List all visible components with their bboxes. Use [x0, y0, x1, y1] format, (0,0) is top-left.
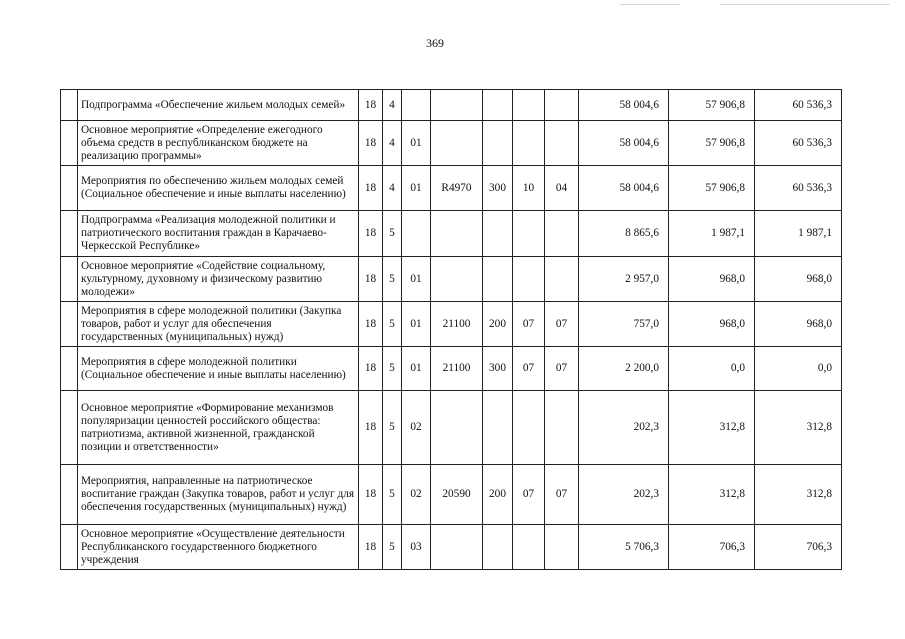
cell-code-1: 18 [359, 525, 383, 570]
cell-amount-1: 58 004,6 [579, 90, 669, 121]
cell-section [513, 211, 545, 257]
cell-code-2: 5 [383, 347, 402, 391]
table-row [61, 90, 842, 121]
cell-target-article [431, 525, 483, 570]
cell-amount-3: 968,0 [755, 257, 842, 302]
cell-code-2: 5 [383, 211, 402, 257]
cell-code-3: 01 [402, 166, 431, 211]
cell-subsection [545, 121, 579, 166]
cell-target-article [431, 257, 483, 302]
cell-item-name: Основное мероприятие «Определение ежегодного объема средств в республиканском бюджете на реализацию программы» [78, 121, 359, 166]
cell-code-2: 4 [383, 90, 402, 121]
table-row [61, 465, 842, 525]
cell-target-article [431, 90, 483, 121]
cell-item-name: Основное мероприятие «Осуществление деятельности Республиканского государственного бюджетного учреждения [78, 525, 359, 570]
cell-code-1: 18 [359, 302, 383, 347]
scan-edge-mark [620, 4, 680, 5]
cell-amount-2: 57 906,8 [669, 90, 755, 121]
cell-subsection [545, 525, 579, 570]
cell-code-3: 02 [402, 391, 431, 465]
cell-amount-2: 968,0 [669, 302, 755, 347]
cell-subsection: 04 [545, 166, 579, 211]
cell-code-3: 02 [402, 465, 431, 525]
cell-amount-3: 60 536,3 [755, 166, 842, 211]
cell-amount-1: 202,3 [579, 465, 669, 525]
cell-section: 07 [513, 302, 545, 347]
cell-target-article: 20590 [431, 465, 483, 525]
cell-amount-1: 2 200,0 [579, 347, 669, 391]
cell-code-1: 18 [359, 90, 383, 121]
cell-section [513, 391, 545, 465]
cell-code-2: 5 [383, 302, 402, 347]
table-row [61, 257, 842, 302]
cell-code-3: 03 [402, 525, 431, 570]
cell-blank [61, 211, 78, 257]
cell-blank [61, 166, 78, 211]
cell-code-2: 5 [383, 391, 402, 465]
cell-code-1: 18 [359, 211, 383, 257]
cell-code-2: 5 [383, 257, 402, 302]
cell-blank [61, 465, 78, 525]
table-row [61, 121, 842, 166]
cell-item-name: Мероприятия в сфере молодежной политики (Закупка товаров, работ и услуг для обеспечения государственных (муниципальных) нужд) [78, 302, 359, 347]
cell-amount-3: 0,0 [755, 347, 842, 391]
cell-amount-3: 968,0 [755, 302, 842, 347]
cell-amount-2: 312,8 [669, 465, 755, 525]
cell-section: 10 [513, 166, 545, 211]
cell-item-name: Основное мероприятие «Формирование механизмов популяризации ценностей российского общества: патриотизма, активной жизненной, гражданской позиции и ответственности» [78, 391, 359, 465]
cell-amount-1: 757,0 [579, 302, 669, 347]
cell-section: 07 [513, 347, 545, 391]
cell-code-1: 18 [359, 465, 383, 525]
cell-section [513, 121, 545, 166]
cell-code-1: 18 [359, 121, 383, 166]
cell-expense-type [483, 525, 513, 570]
cell-blank [61, 391, 78, 465]
cell-subsection [545, 391, 579, 465]
cell-subsection: 07 [545, 347, 579, 391]
cell-target-article [431, 121, 483, 166]
cell-expense-type: 200 [483, 302, 513, 347]
budget-table [60, 89, 842, 570]
cell-item-name: Мероприятия по обеспечению жильем молодых семей (Социальное обеспечение и иные выплаты населению) [78, 166, 359, 211]
cell-amount-3: 60 536,3 [755, 90, 842, 121]
cell-amount-2: 57 906,8 [669, 166, 755, 211]
scan-edge-mark [720, 4, 890, 5]
cell-blank [61, 347, 78, 391]
cell-subsection: 07 [545, 302, 579, 347]
table-row [61, 525, 842, 570]
table-row [61, 302, 842, 347]
cell-item-name: Мероприятия в сфере молодежной политики (Социальное обеспечение и иные выплаты населению) [78, 347, 359, 391]
cell-amount-3: 706,3 [755, 525, 842, 570]
table-row [61, 211, 842, 257]
cell-item-name: Мероприятия, направленные на патриотическое воспитание граждан (Закупка товаров, работ и услуг для обеспечения государственных (муниципальных) нужд) [78, 465, 359, 525]
cell-amount-2: 57 906,8 [669, 121, 755, 166]
cell-blank [61, 121, 78, 166]
cell-amount-2: 0,0 [669, 347, 755, 391]
cell-expense-type [483, 90, 513, 121]
cell-amount-1: 58 004,6 [579, 121, 669, 166]
cell-code-3 [402, 211, 431, 257]
cell-section [513, 525, 545, 570]
cell-amount-2: 968,0 [669, 257, 755, 302]
cell-code-3: 01 [402, 257, 431, 302]
cell-target-article: 21100 [431, 302, 483, 347]
cell-subsection [545, 90, 579, 121]
cell-code-3: 01 [402, 347, 431, 391]
cell-amount-3: 312,8 [755, 391, 842, 465]
cell-expense-type: 300 [483, 166, 513, 211]
cell-blank [61, 525, 78, 570]
cell-item-name: Подпрограмма «Реализация молодежной политики и патриотического воспитания граждан в Карачаево-Черкесской Республике» [78, 211, 359, 257]
cell-amount-1: 202,3 [579, 391, 669, 465]
cell-target-article: R4970 [431, 166, 483, 211]
cell-code-3: 01 [402, 121, 431, 166]
cell-amount-3: 312,8 [755, 465, 842, 525]
cell-subsection [545, 257, 579, 302]
page-number: 369 [426, 36, 444, 50]
cell-blank [61, 257, 78, 302]
cell-expense-type [483, 211, 513, 257]
cell-subsection [545, 211, 579, 257]
cell-expense-type [483, 391, 513, 465]
cell-code-1: 18 [359, 391, 383, 465]
cell-code-3: 01 [402, 302, 431, 347]
cell-section: 07 [513, 465, 545, 525]
cell-code-2: 4 [383, 166, 402, 211]
cell-item-name: Подпрограмма «Обеспечение жильем молодых семей» [78, 90, 359, 121]
cell-expense-type [483, 121, 513, 166]
cell-amount-2: 312,8 [669, 391, 755, 465]
cell-amount-1: 2 957,0 [579, 257, 669, 302]
table-row [61, 391, 842, 465]
cell-section [513, 257, 545, 302]
cell-amount-1: 8 865,6 [579, 211, 669, 257]
cell-item-name: Основное мероприятие «Содействие социальному, культурному, духовному и физическому развитию молодежи» [78, 257, 359, 302]
cell-target-article [431, 211, 483, 257]
cell-blank [61, 302, 78, 347]
cell-code-1: 18 [359, 166, 383, 211]
cell-amount-3: 1 987,1 [755, 211, 842, 257]
cell-amount-1: 58 004,6 [579, 166, 669, 211]
cell-code-3 [402, 90, 431, 121]
cell-section [513, 90, 545, 121]
table-row [61, 166, 842, 211]
cell-code-1: 18 [359, 257, 383, 302]
cell-target-article [431, 391, 483, 465]
cell-amount-2: 706,3 [669, 525, 755, 570]
table-row [61, 347, 842, 391]
cell-amount-2: 1 987,1 [669, 211, 755, 257]
cell-target-article: 21100 [431, 347, 483, 391]
cell-expense-type: 200 [483, 465, 513, 525]
cell-expense-type: 300 [483, 347, 513, 391]
cell-amount-1: 5 706,3 [579, 525, 669, 570]
cell-blank [61, 90, 78, 121]
cell-code-2: 5 [383, 465, 402, 525]
cell-subsection: 07 [545, 465, 579, 525]
cell-code-2: 5 [383, 525, 402, 570]
cell-amount-3: 60 536,3 [755, 121, 842, 166]
cell-expense-type [483, 257, 513, 302]
cell-code-2: 4 [383, 121, 402, 166]
cell-code-1: 18 [359, 347, 383, 391]
